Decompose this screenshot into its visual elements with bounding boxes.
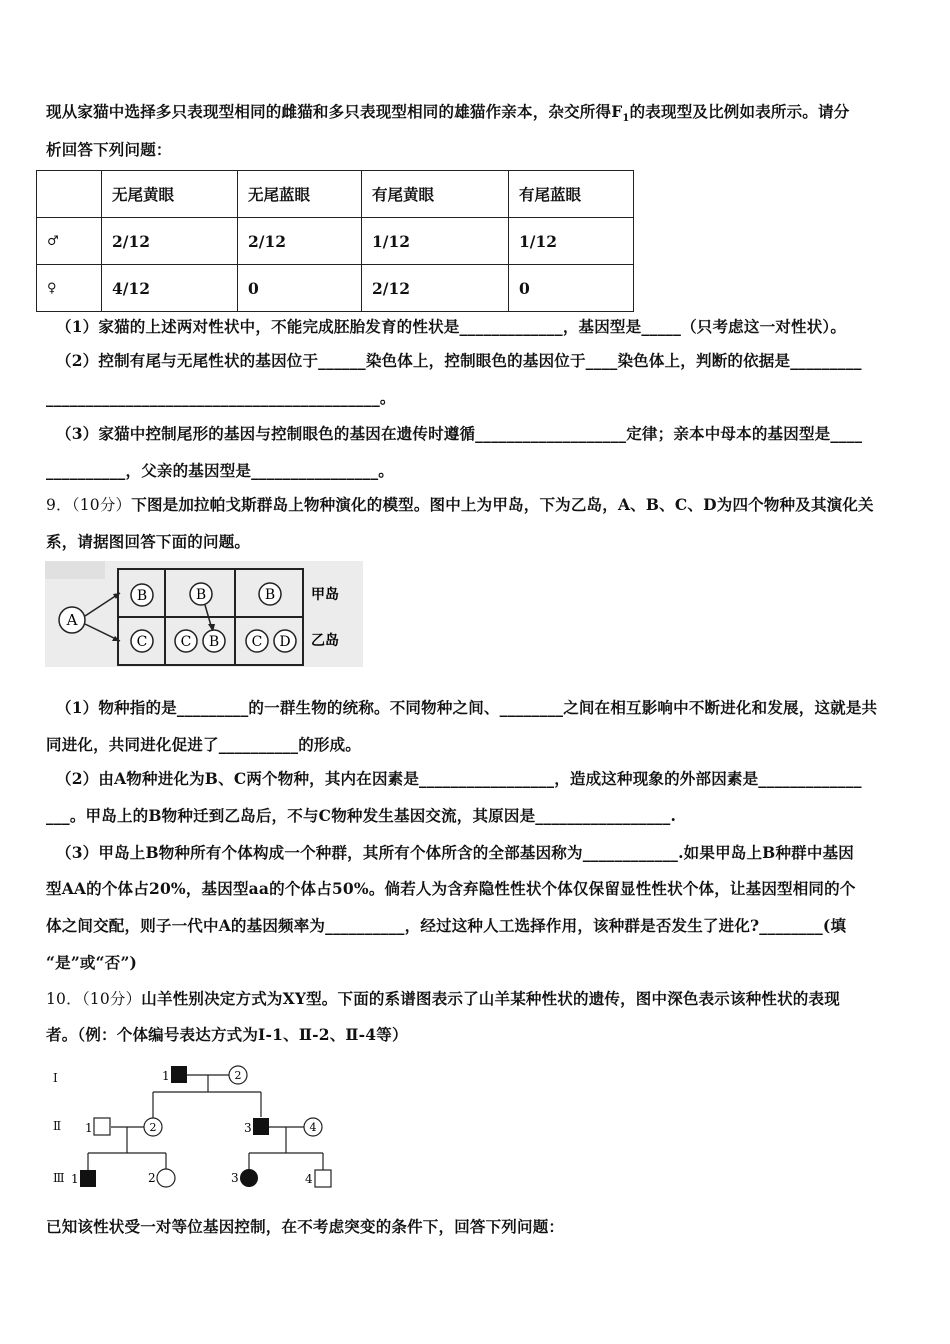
q9-part-3c: 体之间交配，则子一代中A的基因频率为__________，经过这种人工选择作用，该种群是否发生了进化?________(填 — [46, 916, 847, 935]
bottom-row-species: B — [208, 634, 220, 650]
q9-part-2b: ___。甲岛上的B物种迁到乙岛后，不与C物种发生基因交流，其原因是_________________. — [46, 806, 677, 825]
individual-label: 1 — [71, 1172, 79, 1186]
species-evolution-figure — [45, 561, 363, 667]
individual-label: 2 — [234, 1069, 242, 1082]
individual-III-2 — [157, 1169, 175, 1187]
q8-part-1: （1）家猫的上述两对性状中，不能完成胚胎发育的性状是_____________，基因型是_____（只考虑这一对性状）。 — [56, 317, 847, 336]
individual-label: 3 — [244, 1121, 252, 1135]
q9-stem-line-1: 9．（10分）下图是加拉帕戈斯群岛上物种演化的模型。图中上为甲岛，下为乙岛，A、B、C、D为四个物种及其演化关 — [46, 495, 874, 514]
q9-part-2a: （2）由A物种进化为B、C两个物种，其内在因素是_________________，造成这种现象的外部因素是_____________ — [56, 769, 862, 788]
table-cell: 1/12 — [509, 218, 634, 265]
individual-III-3 — [240, 1169, 258, 1187]
island-label-top: 甲岛 — [311, 587, 339, 603]
f1-phenotype-table — [36, 170, 634, 312]
generation-label: Ⅱ — [53, 1119, 62, 1133]
q9-stem-line-2: 系，请据图回答下面的问题。 — [46, 532, 251, 551]
table-cell: 2/12 — [102, 218, 238, 265]
q10-stem-line-2: 者。（例：个体编号表达方式为Ⅰ-1、Ⅱ-2、Ⅱ-4等） — [46, 1025, 408, 1044]
table-cell: 1/12 — [362, 218, 509, 265]
individual-III-4 — [315, 1170, 331, 1187]
species-a-label: A — [66, 611, 78, 629]
q9-part-1a: （1）物种指的是_________的一群生物的统称。不同物种之间、________之间在相互影响中不断进化和发展，这就是共 — [56, 698, 878, 717]
table-row — [37, 218, 634, 265]
q9-part-3d: “是”或“否”) — [46, 953, 138, 972]
table-header-row — [37, 171, 634, 218]
table-cell-sex: ♂ — [37, 218, 102, 265]
table-cell: 2/12 — [362, 265, 509, 312]
table-row — [37, 265, 634, 312]
q10-tail: 已知该性状受一对等位基因控制，在不考虑突变的条件下，回答下列问题： — [46, 1217, 565, 1236]
table-cell: 2/12 — [238, 218, 362, 265]
bottom-row-species: C — [136, 634, 148, 650]
top-row-species: B — [136, 588, 148, 604]
island-label-bottom: 乙岛 — [311, 633, 339, 649]
q8-part-2a: （2）控制有尾与无尾性状的基因位于______染色体上，控制眼色的基因位于____染色体上，判断的依据是_________ — [56, 351, 862, 370]
generation-label: Ⅰ — [53, 1071, 58, 1085]
top-row-species: B — [264, 587, 276, 603]
table-header-cell — [37, 171, 102, 218]
bottom-row-species: D — [279, 634, 291, 650]
q9-part-3a: （3）甲岛上B物种所有个体构成一个种群，其所有个体所含的全部基因称为____________.如果甲岛上B种群中基因 — [56, 843, 854, 862]
generation-label: Ⅲ — [53, 1171, 65, 1185]
individual-label: 4 — [305, 1172, 313, 1186]
bottom-row-species: C — [180, 634, 192, 650]
individual-label: 4 — [309, 1121, 317, 1134]
individual-label: 2 — [148, 1171, 156, 1185]
individual-III-1 — [80, 1170, 96, 1187]
table-header-cell: 有尾蓝眼 — [509, 171, 634, 218]
table-cell-sex: ♀ — [37, 265, 102, 312]
individual-label: 1 — [162, 1069, 170, 1083]
q9-part-3b: 型AA的个体占20%，基因型aa的个体占50%。倘若人为含弃隐性性状个体仅保留显性性状个体，让基因型相同的个 — [46, 879, 856, 898]
top-row-species: B — [195, 587, 207, 603]
table-cell: 0 — [509, 265, 634, 312]
q9-part-1b: 同进化，共同进化促进了__________的形成。 — [46, 735, 362, 754]
q8-part-3a: （3）家猫中控制尾形的基因与控制眼色的基因在遗传时遵循___________________定律；亲本中母本的基因型是____ — [56, 424, 863, 443]
q8-part-3b: __________，父亲的基因型是________________。 — [46, 461, 395, 480]
individual-I-1 — [171, 1066, 187, 1083]
table-header-cell: 无尾黄眼 — [102, 171, 238, 218]
individual-II-1 — [94, 1118, 110, 1135]
individual-label: 3 — [231, 1171, 239, 1185]
q10-stem-line-1: 10．（10分）山羊性别决定方式为XY型。下面的系谱图表示了山羊某种性状的遗传，图中深色表示该种性状的表现 — [46, 989, 840, 1008]
individual-label: 2 — [149, 1121, 157, 1134]
table-header-cell: 无尾蓝眼 — [238, 171, 362, 218]
table-cell: 4/12 — [102, 265, 238, 312]
intro-line-1: 现从家猫中选择多只表现型相同的雌猫和多只表现型相同的雄猫作亲本，杂交所得$F_1$的表现型及比例如表所示。请分 — [46, 102, 850, 125]
individual-II-3 — [253, 1118, 269, 1135]
pedigree-chart — [45, 1058, 365, 1194]
bottom-row-species: C — [251, 634, 263, 650]
table-header-cell: 有尾黄眼 — [362, 171, 509, 218]
table-cell: 0 — [238, 265, 362, 312]
intro-line-2: 析回答下列问题： — [46, 140, 172, 159]
individual-label: 1 — [85, 1121, 93, 1135]
q8-part-2b: __________________________________________。 — [46, 388, 396, 407]
